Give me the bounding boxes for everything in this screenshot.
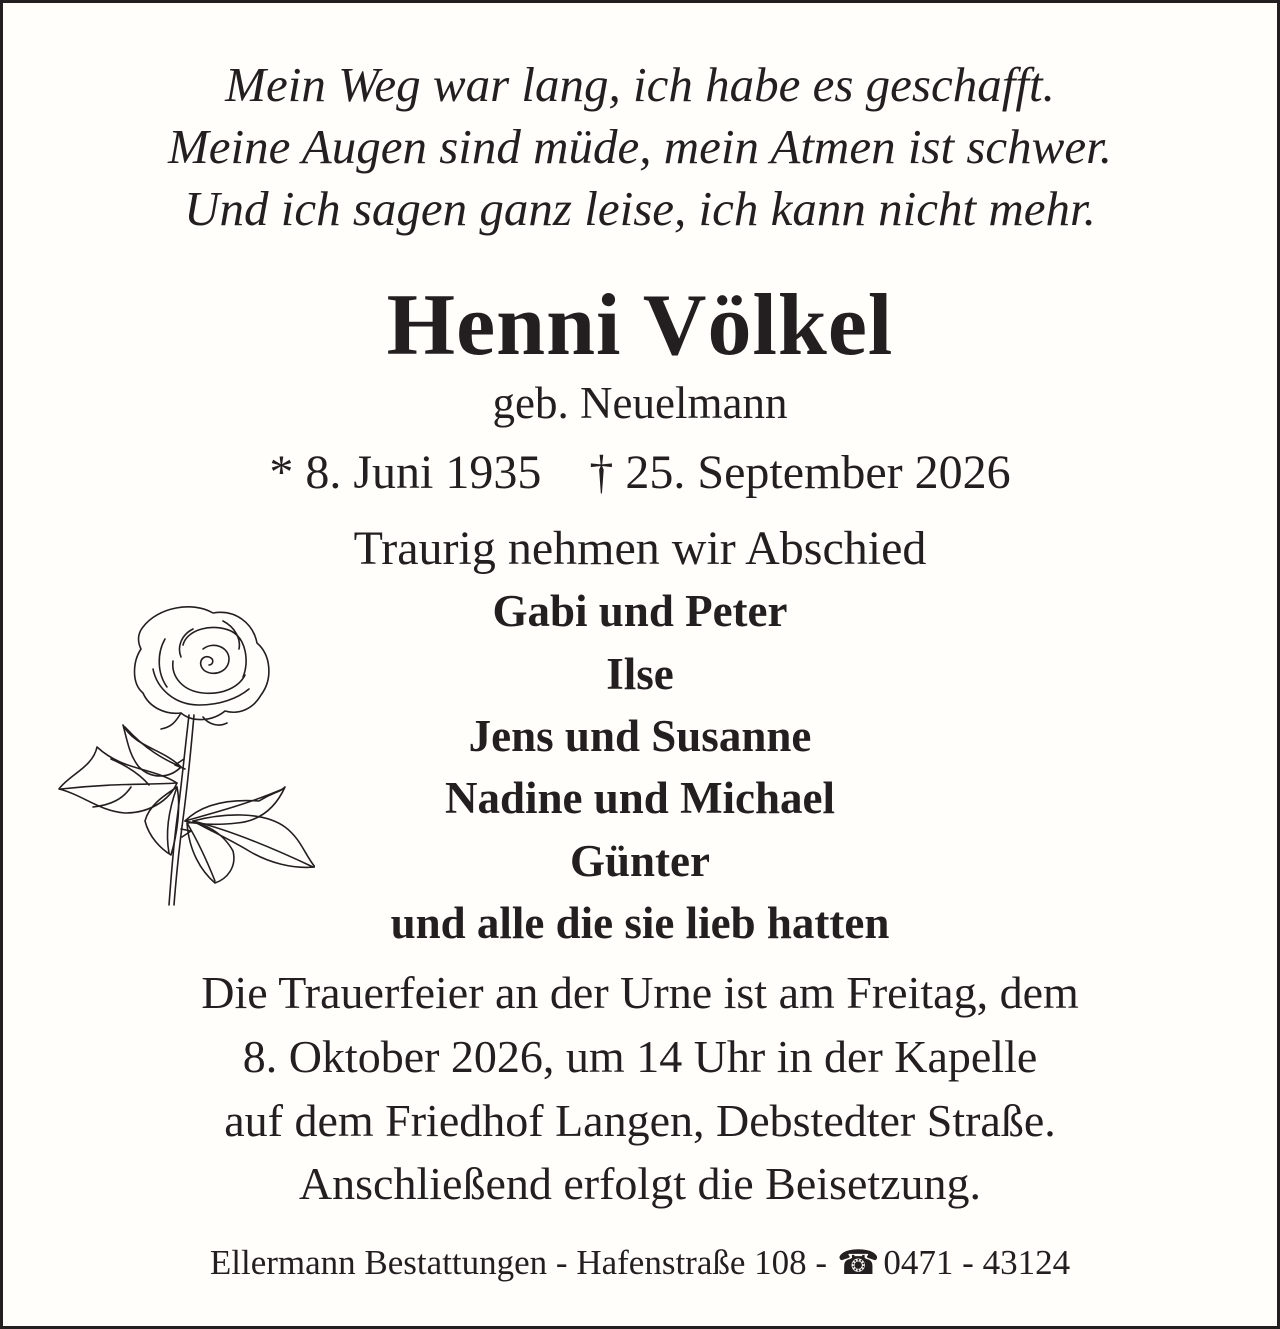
- phone-number: 0471 - 43124: [883, 1243, 1071, 1282]
- poem-line-3: Und ich sagen ganz leise, ich kann nicht mehr.: [184, 181, 1096, 236]
- ceremony-line: Anschließend erfolgt die Beisetzung.: [298, 1158, 982, 1209]
- rose-leaf-vein: [185, 789, 283, 821]
- birth-name: geb. Neuelmann: [492, 378, 788, 428]
- rose-drawing: [53, 599, 315, 909]
- rose-petal-outer: [135, 607, 269, 720]
- ceremony-line: Die Trauerfeier an der Urne ist am Freitag, dem: [201, 967, 1079, 1018]
- rose-leaf-vein: [111, 759, 149, 785]
- mourner-line: Gabi und Peter: [492, 586, 788, 636]
- rose-swirl: [201, 645, 229, 673]
- deceased-name: Henni Völkel: [386, 277, 894, 374]
- mourner-line: Jens und Susanne: [468, 711, 812, 761]
- funeral-home-address: Ellermann Bestattungen - Hafenstraße 108 -: [209, 1243, 828, 1282]
- mourner-line: Günter: [570, 836, 710, 886]
- rose-leaf-vein: [187, 823, 215, 881]
- poem-line-1: Mein Weg war lang, ich habe es geschafft.: [225, 57, 1055, 112]
- rose-stem: [174, 715, 194, 905]
- farewell-intro: Traurig nehmen wir Abschied: [353, 522, 927, 575]
- rose-leaf: [59, 747, 177, 813]
- telephone-icon: ☎: [837, 1245, 880, 1282]
- rose-swirl: [159, 639, 167, 687]
- rose-swirl: [173, 661, 245, 693]
- mourner-line: Nadine und Michael: [444, 773, 836, 823]
- rose-leaf-vein: [93, 787, 131, 807]
- poem-line-2: Meine Augen sind müde, mein Atmen ist schwer.: [167, 119, 1112, 174]
- ceremony-line: 8. Oktober 2026, um 14 Uhr in der Kapelle: [242, 1031, 1038, 1082]
- birth-date: * 8. Juni 1935: [269, 446, 542, 499]
- rose-sepal: [161, 713, 181, 729]
- rose-swirl: [223, 621, 239, 649]
- rose-sepal: [203, 717, 227, 725]
- mourner-line: Ilse: [606, 649, 674, 699]
- life-dates: [3, 446, 1277, 499]
- rose-leaf-vein: [61, 783, 177, 789]
- mourner-line: und alle die sie lieb hatten: [390, 898, 890, 948]
- death-date: † 25. September 2026: [589, 446, 1011, 499]
- rose-thorn: [181, 829, 191, 837]
- ceremony-line: auf dem Friedhof Langen, Debstedter Straße.: [224, 1095, 1056, 1146]
- rose-leaf-vein: [167, 787, 177, 853]
- funeral-home-footer: [3, 1245, 1277, 1281]
